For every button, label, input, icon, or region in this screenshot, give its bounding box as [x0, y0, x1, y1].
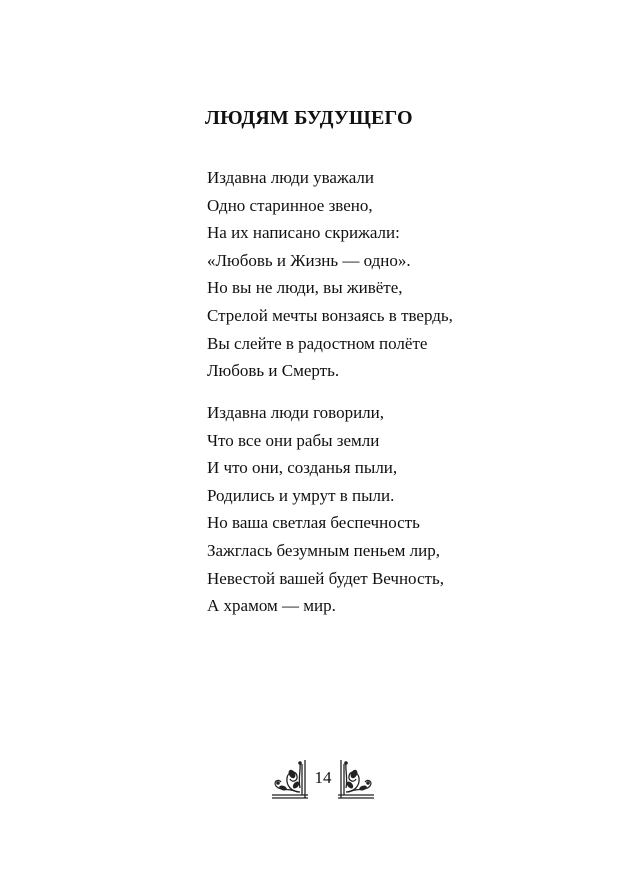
floral-ornament-icon [336, 758, 376, 800]
poem-line: Но вы не люди, вы живёте, [207, 278, 403, 298]
poem-line: Вы слейте в радостном полёте [207, 333, 428, 353]
stanza-2 [207, 399, 444, 620]
page-number: 14 [314, 768, 332, 787]
poem-line: Издавна люди говорили, [207, 403, 385, 422]
stanza-1 [207, 164, 453, 385]
poem-line: Но ваша светлая беспечность [207, 513, 420, 533]
poem-title: ЛЮДЯМ БУДУЩЕГО [205, 107, 413, 129]
floral-ornament-icon [270, 758, 310, 800]
poem-line: Любовь и Смерть. [207, 361, 340, 381]
poem-line: Что все они рабы земли [207, 430, 380, 450]
poem-line: А храмом — мир. [207, 596, 336, 616]
poem-line: «Любовь и Жизнь — одно». [207, 250, 411, 270]
poem-line: Издавна люди уважали [207, 168, 374, 187]
page-footer [266, 758, 378, 802]
poem-line: Родились и умрут в пыли. [207, 485, 395, 505]
poem-line: Невестой вашей будет Вечность, [207, 568, 444, 588]
poem-line: Зажглась безумным пеньем лир, [207, 540, 440, 560]
poem-line: Стрелой мечты вонзаясь в твердь, [207, 305, 453, 325]
poem-line: Одно старинное звено, [207, 195, 373, 215]
poem-line: И что они, созданья пыли, [207, 458, 398, 478]
poem-line: На их написано скрижали: [207, 223, 400, 243]
